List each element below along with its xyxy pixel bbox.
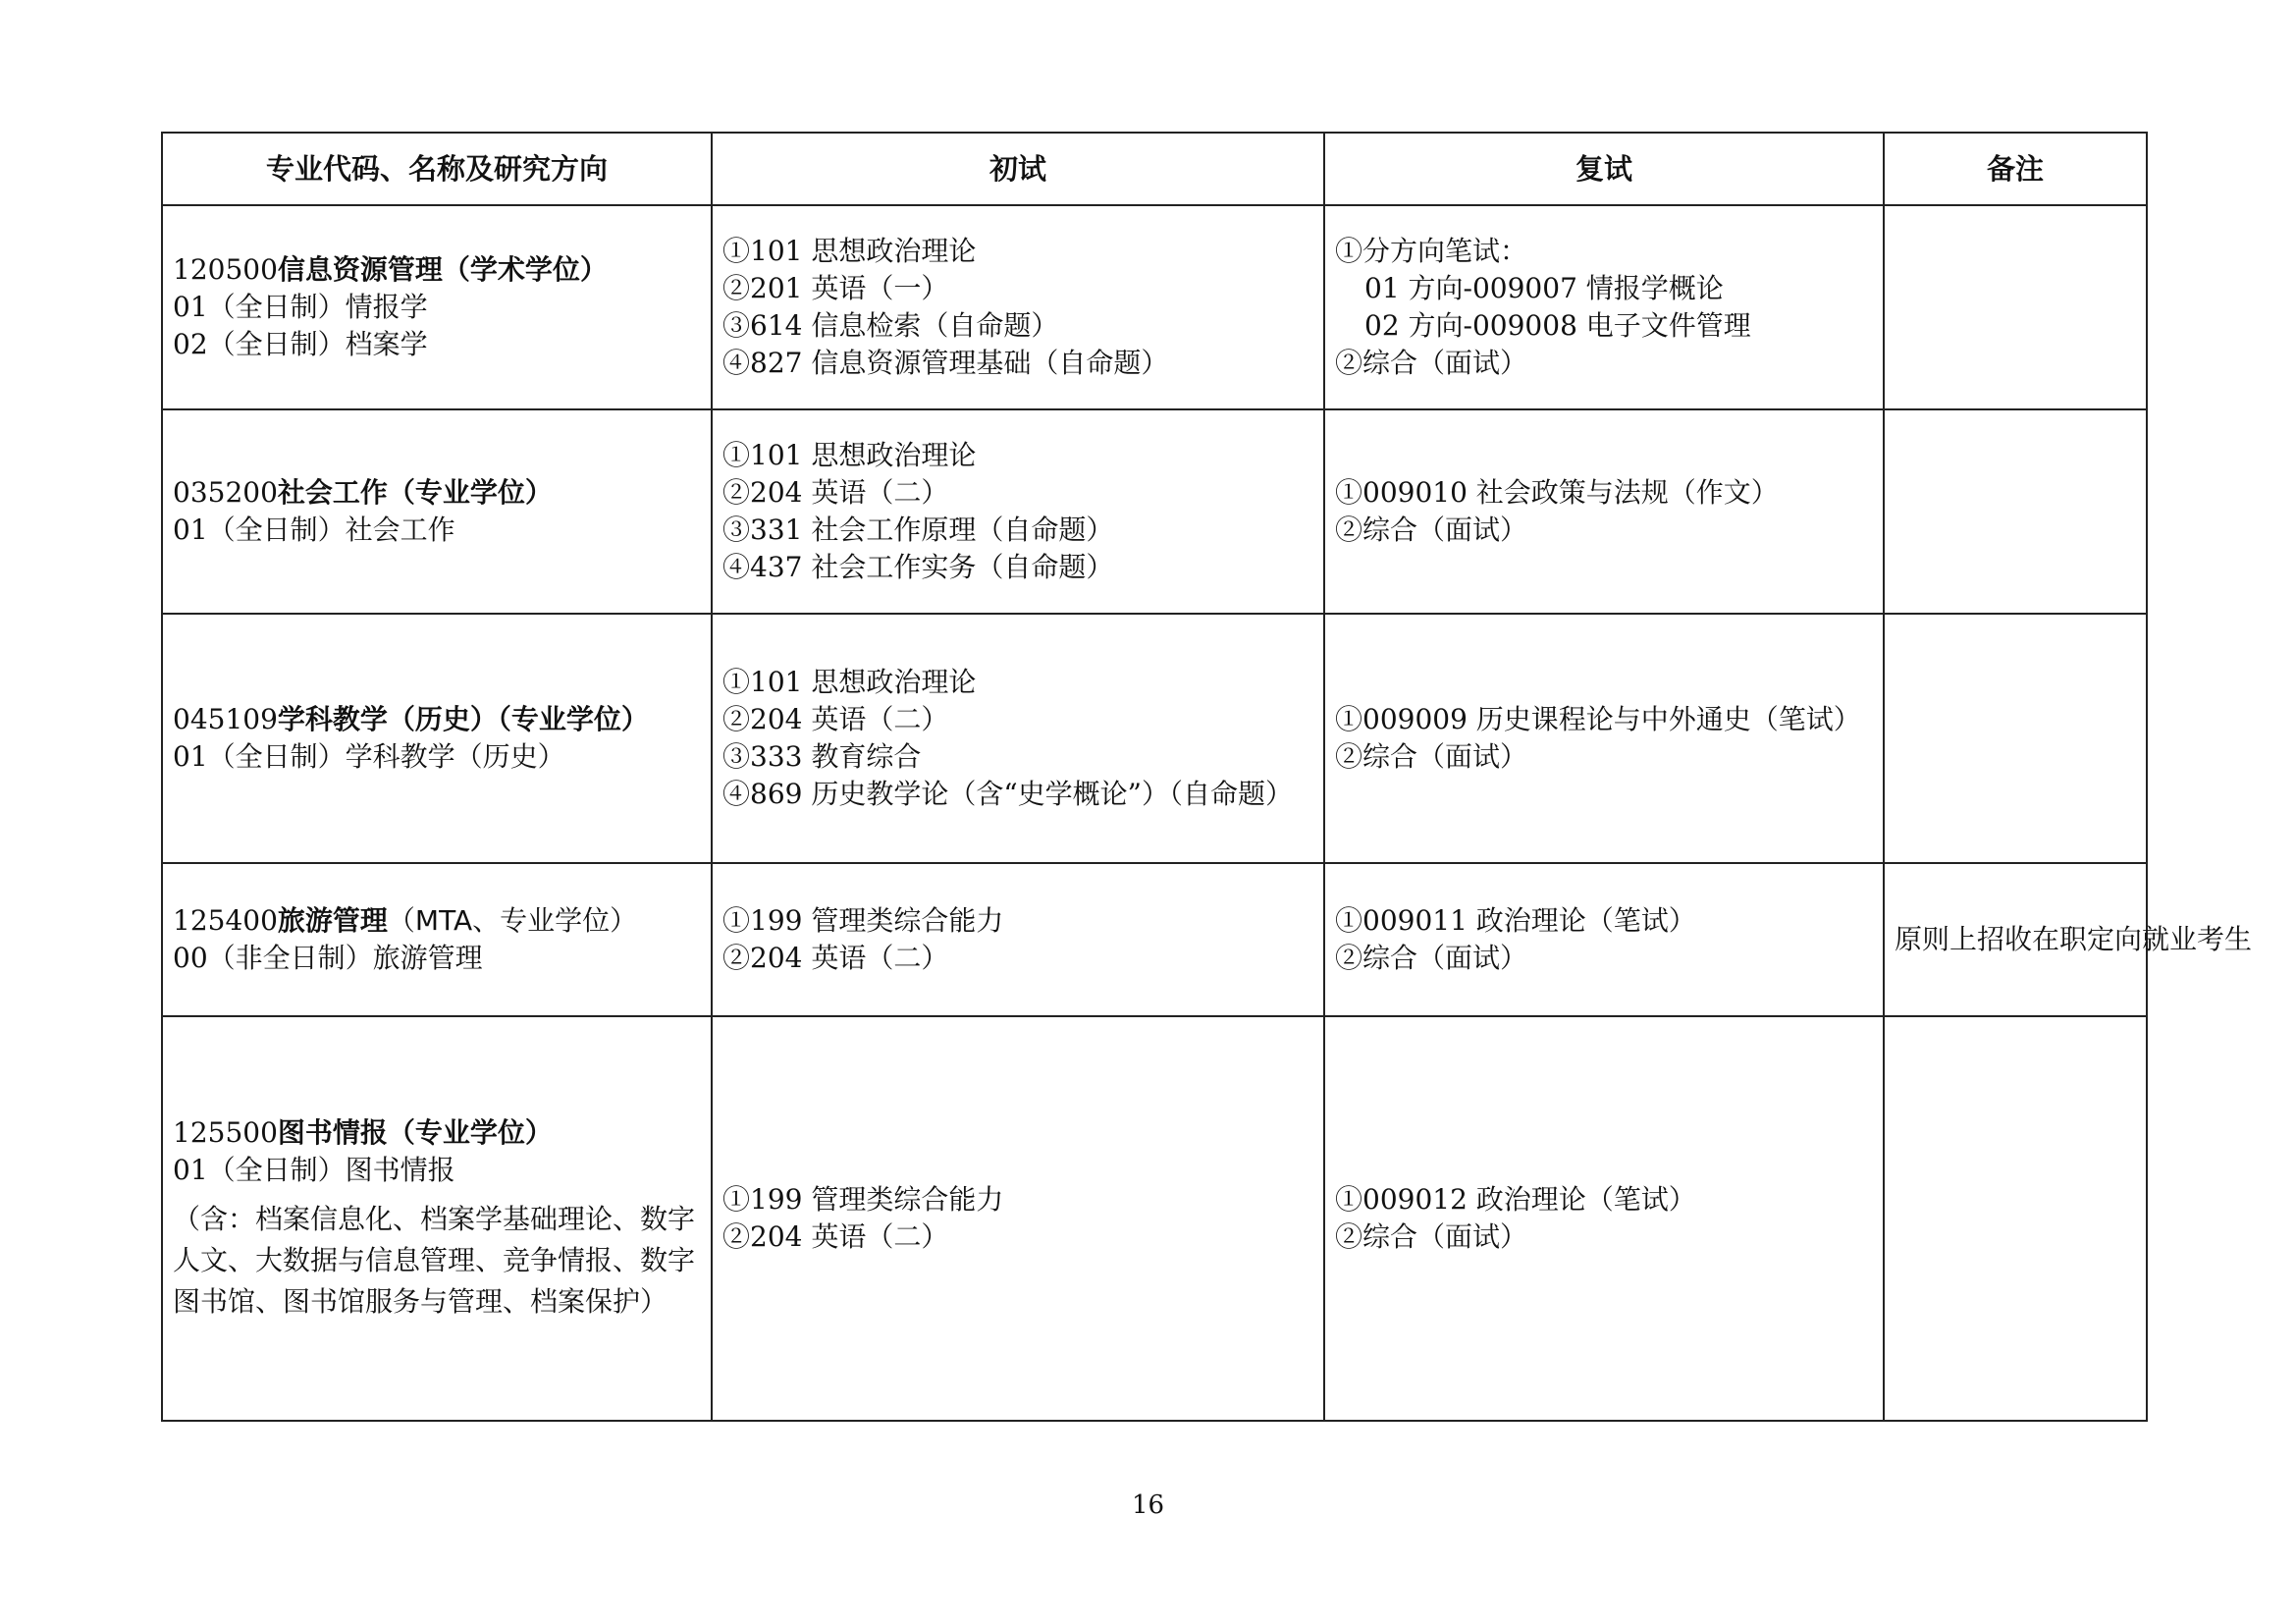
retest-cell (1324, 1016, 1884, 1421)
exam-subject: ①101 思想政治理论 (722, 666, 977, 698)
major-code: 045109 (173, 703, 278, 735)
direction-item: 01（全日制）情报学 (173, 291, 428, 323)
major-cell (162, 614, 712, 863)
initial-exam-cell (712, 409, 1324, 614)
exam-subject: ④869 历史教学论（含“史学概论”）（自命题） (722, 778, 1293, 810)
major-name: 图书情报（专业学位） (277, 1116, 553, 1149)
direction-item: 01（全日制）学科教学（历史） (173, 740, 565, 773)
initial-exam-cell (712, 205, 1324, 409)
retest-item: ①分方向笔试： (1335, 235, 1528, 267)
retest-item: ②综合（面试） (1335, 1220, 1528, 1253)
exam-subject: ①199 管理类综合能力 (722, 904, 1004, 937)
initial-exam-cell (712, 863, 1324, 1016)
exam-subject: ①101 思想政治理论 (722, 439, 977, 471)
major-code: 035200 (173, 476, 278, 509)
exam-subject: ④437 社会工作实务（自命题） (722, 551, 1114, 583)
table-row (162, 614, 2147, 863)
table-row (162, 863, 2147, 1016)
retest-cell (1324, 614, 1884, 863)
table-header-row (162, 133, 2147, 205)
exam-subject: ②204 英语（二） (722, 942, 949, 974)
admission-table (161, 132, 2253, 1422)
retest-item: ①009009 历史课程论与中外通史（笔试） (1335, 703, 1861, 735)
retest-cell (1324, 409, 1884, 614)
direction-item: 01（全日制）社会工作 (173, 514, 455, 546)
retest-item: ①009011 政治理论（笔试） (1335, 904, 1696, 937)
remark-cell (1884, 614, 2147, 863)
table-row (162, 205, 2147, 409)
exam-subject: ②204 英语（二） (722, 476, 949, 509)
major-cell (162, 1016, 712, 1421)
retest-cell (1324, 863, 1884, 1016)
research-scope-note: （含：档案信息化、档案学基础理论、数字人文、大数据与信息管理、竞争情报、数字图书馆、图书馆服务与管理、档案保护） (173, 1203, 696, 1318)
direction-item: 00（非全日制）旅游管理 (173, 942, 483, 974)
retest-item: ①009010 社会政策与法规（作文） (1335, 476, 1779, 509)
exam-subject: ③614 信息检索（自命题） (722, 309, 1059, 342)
major-name: 学科教学（历史）（专业学位） (277, 703, 649, 735)
major-title (173, 902, 701, 940)
major-title (173, 251, 701, 289)
retest-item: ②综合（面试） (1335, 740, 1528, 773)
retest-item: ①009012 政治理论（笔试） (1335, 1183, 1696, 1216)
exam-subject: ①199 管理类综合能力 (722, 1183, 1004, 1216)
direction-item: 01（全日制）图书情报 (173, 1154, 455, 1186)
exam-subject: ③331 社会工作原理（自命题） (722, 514, 1114, 546)
retest-item: ②综合（面试） (1335, 347, 1528, 379)
table-row (162, 1016, 2147, 1421)
major-name: 社会工作（专业学位） (277, 476, 553, 509)
remark-cell: 原则上招收在职定向就业考生 (1884, 863, 2147, 1016)
exam-subject: ③333 教育综合 (722, 740, 922, 773)
header-remark: 备注 (1884, 133, 2147, 205)
header-initial-exam: 初试 (712, 133, 1324, 205)
major-cell (162, 205, 712, 409)
page-number: 16 (1131, 1490, 1165, 1520)
major-code: 125400 (173, 904, 278, 937)
major-cell (162, 863, 712, 1016)
header-retest: 复试 (1324, 133, 1884, 205)
remark-cell (1884, 409, 2147, 614)
major-code: 125500 (173, 1116, 278, 1149)
initial-exam-cell (712, 1016, 1324, 1421)
exam-subject: ②201 英语（一） (722, 272, 949, 304)
retest-item: ②综合（面试） (1335, 514, 1528, 546)
major-title (173, 1114, 701, 1152)
major-cell (162, 409, 712, 614)
exam-subject: ①101 思想政治理论 (722, 235, 977, 267)
remark-cell (1884, 205, 2147, 409)
major-code: 120500 (173, 253, 278, 286)
major-title (173, 701, 701, 738)
major-name: 旅游管理 (277, 904, 388, 937)
exam-subject: ②204 英语（二） (722, 703, 949, 735)
major-title (173, 474, 701, 512)
retest-item: 02 方向-009008 电子文件管理 (1364, 309, 1751, 342)
exam-subject: ②204 英语（二） (722, 1220, 949, 1253)
remark-cell (1884, 1016, 2147, 1421)
retest-cell (1324, 205, 1884, 409)
initial-exam-cell (712, 614, 1324, 863)
major-name-suffix: （MTA、专业学位） (387, 904, 638, 937)
major-name: 信息资源管理（学术学位） (277, 253, 608, 286)
direction-item: 02（全日制）档案学 (173, 328, 428, 360)
table-row (162, 409, 2147, 614)
retest-item: 01 方向-009007 情报学概论 (1364, 272, 1724, 304)
header-major: 专业代码、名称及研究方向 (162, 133, 712, 205)
retest-item: ②综合（面试） (1335, 942, 1528, 974)
exam-subject: ④827 信息资源管理基础（自命题） (722, 347, 1169, 379)
